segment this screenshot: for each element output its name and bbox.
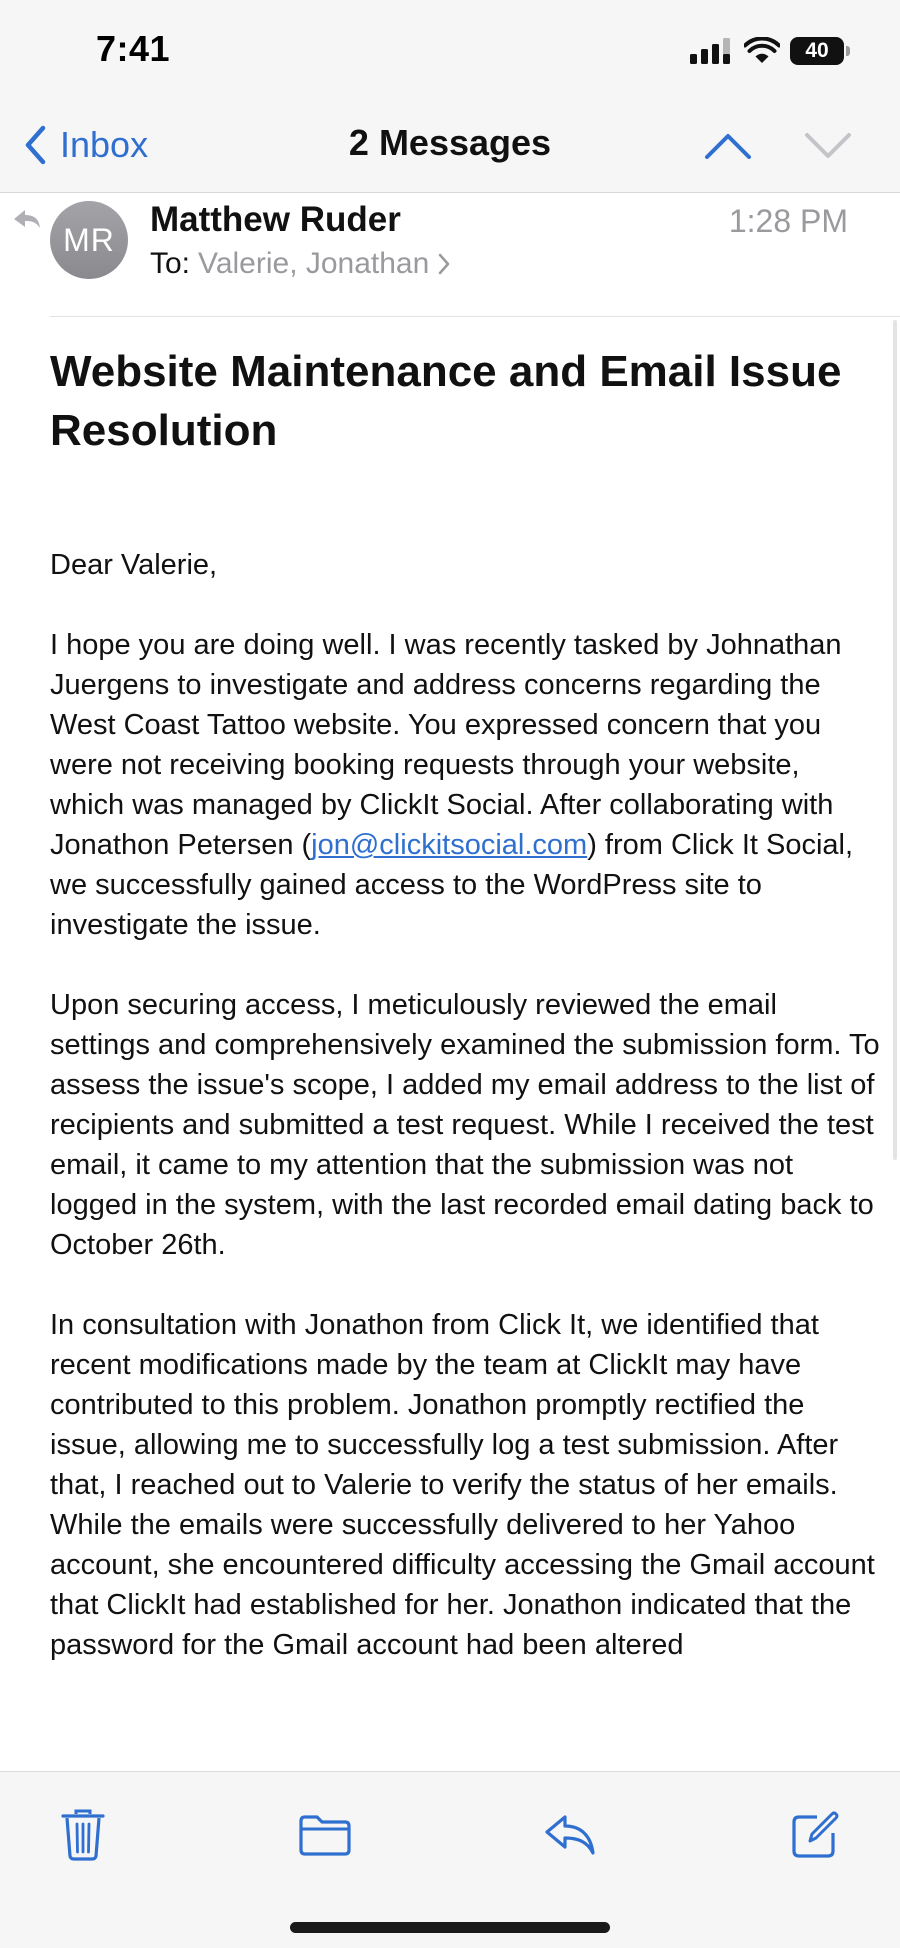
- trash-button[interactable]: [48, 1800, 118, 1870]
- paragraph-text: ) from Click It Social, we successfully gained access to the WordPress site to investigate the issue.: [50, 829, 854, 941]
- email-address-link[interactable]: jon@clickitsocial.com: [311, 829, 588, 861]
- trash-icon: [61, 1809, 105, 1861]
- wifi-icon: [744, 37, 780, 65]
- reply-button[interactable]: [535, 1800, 605, 1870]
- sender-name[interactable]: Matthew Ruder: [150, 200, 401, 239]
- bottom-toolbar: [0, 1771, 900, 1948]
- status-time: 7:41: [96, 28, 171, 69]
- chevron-up-icon: [704, 132, 752, 160]
- message-header: [0, 193, 900, 317]
- email-subject: Website Maintenance and Email Issue Resolution: [50, 347, 842, 455]
- recipient-names: Valerie, Jonathan: [198, 247, 430, 280]
- reply-icon: [544, 1813, 596, 1857]
- previous-message-button[interactable]: [700, 124, 756, 168]
- compose-button[interactable]: [780, 1800, 850, 1870]
- recipients-row[interactable]: [150, 247, 451, 281]
- replied-arrow-icon: [12, 207, 42, 231]
- scroll-indicator[interactable]: [893, 320, 897, 1160]
- email-body: [50, 545, 880, 1770]
- move-to-folder-button[interactable]: [290, 1800, 360, 1870]
- email-paragraph: Upon securing access, I meticulously reviewed the email settings and comprehensively examined the submission form. To assess the issue's scope, I added my email address to the list of recipients and submitted a test request. While I received the test email, it came to my attention that the submission was not logged in the system, with the last recorded email dating back to October 26th.: [50, 989, 880, 1261]
- to-label: To:: [150, 247, 191, 280]
- battery-level: 40: [805, 39, 829, 62]
- chevron-right-icon: [437, 252, 451, 276]
- battery-icon: [790, 37, 844, 65]
- home-indicator[interactable]: [290, 1922, 610, 1933]
- header-divider: [50, 316, 900, 317]
- status-bar: [0, 0, 900, 100]
- email-greeting: Dear Valerie,: [50, 549, 218, 581]
- cellular-signal-icon: [690, 38, 734, 64]
- page-title: 2 Messages: [348, 122, 552, 163]
- nav-bar: [0, 100, 900, 193]
- chevron-left-icon: [24, 125, 46, 165]
- avatar[interactable]: [50, 201, 128, 279]
- folder-icon: [298, 1814, 352, 1856]
- message-time: 1:28 PM: [728, 203, 848, 239]
- avatar-initials: MR: [63, 221, 115, 258]
- compose-icon: [790, 1810, 840, 1860]
- email-paragraph: In consultation with Jonathon from Click It, we identified that recent modifications made by the team at ClickIt may have contributed to this problem. Jonathon promptly rectified the issue, allowing me to successfully log a test submission. After that, I reached out to Valerie to verify the status of her emails. While the emails were successfully delivered to her Yahoo account, she encountered difficulty accessing the Gmail account that ClickIt had established for her. Jonathon indicated that the password for the Gmail account had been altered: [50, 1309, 875, 1661]
- back-to-inbox-button[interactable]: [24, 120, 148, 170]
- back-label: Inbox: [60, 124, 149, 165]
- paragraph-text: I hope you are doing well. I was recently tasked by Johnathan Juergens to investigate and address concerns regarding the West Coast Tattoo website. You expressed concern that you were not receiving booking requests through your website, which was managed by ClickIt Social. After collaborating with Jonathon Petersen (: [50, 629, 842, 861]
- status-icons: [690, 34, 844, 68]
- chevron-down-icon: [804, 132, 852, 160]
- next-message-button[interactable]: [800, 124, 856, 168]
- email-paragraph: [50, 625, 880, 945]
